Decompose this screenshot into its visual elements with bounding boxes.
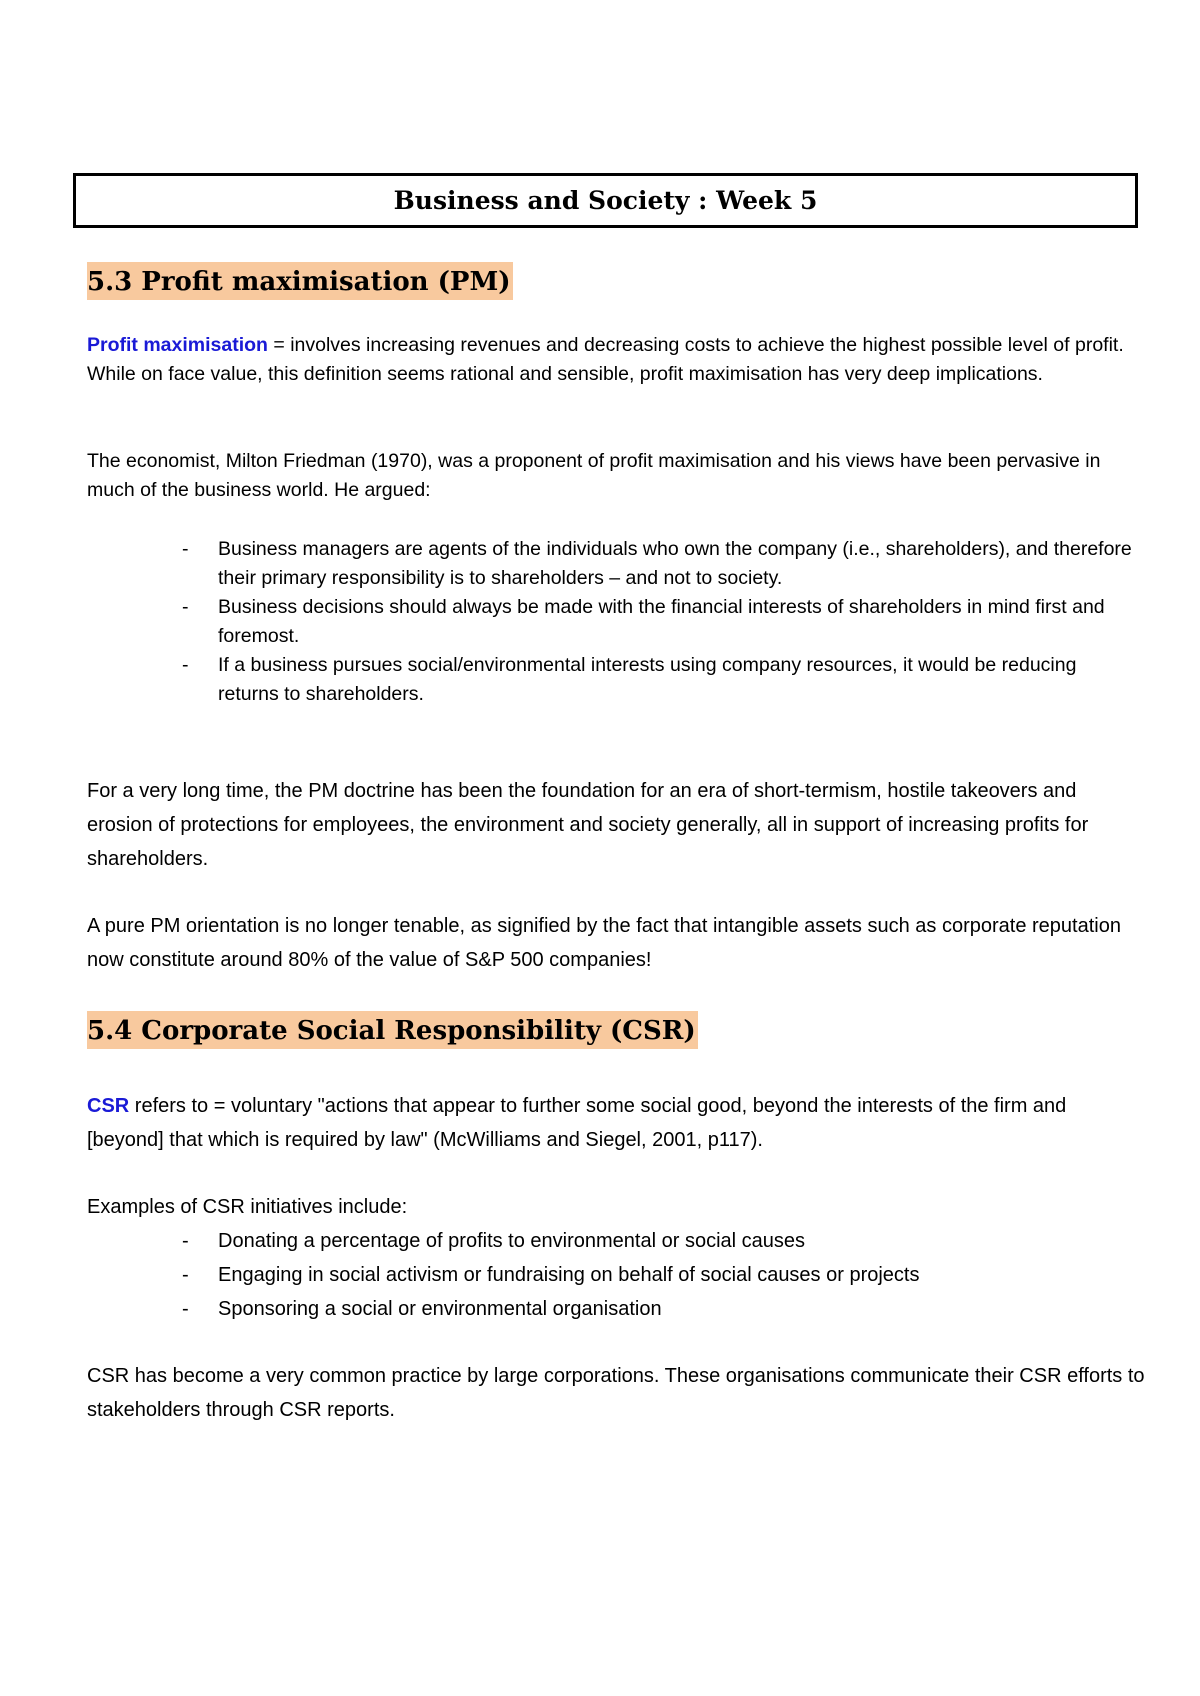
friedman-intro-paragraph: The economist, Milton Friedman (1970), was a proponent of profit maximisation and his views have been pervasive in much of the business world. He argued: <box>87 450 1101 501</box>
definition-text: = involves increasing revenues and decreasing costs to achieve the highest possible level of profit. While on face value, this definition seems rational and sensible, profit maximisation has very deep implications. <box>87 334 1124 385</box>
pm-doctrine-paragraph: For a very long time, the PM doctrine has been the foundation for an era of short-termism, hostile takeovers and erosion of protections for employees, the environment and society generally, all in support of increasing profits for shareholders. <box>87 780 1089 870</box>
dash-bullet: - <box>182 596 189 618</box>
dash-bullet: - <box>182 654 189 676</box>
list-item <box>87 535 1137 593</box>
section-heading-profit-maximisation: 5.3 Profit maximisation (PM) <box>87 262 513 300</box>
dash-bullet: - <box>182 538 189 560</box>
definition-paragraph-profit-maximisation <box>87 331 1137 389</box>
dash-bullet: - <box>182 1264 189 1286</box>
dash-bullet: - <box>182 1298 189 1320</box>
list-item-text: Donating a percentage of profits to environmental or social causes <box>218 1230 806 1252</box>
section-heading-csr: 5.4 Corporate Social Responsibility (CSR) <box>87 1011 698 1049</box>
definition-paragraph-csr <box>87 1089 1147 1157</box>
definition-term: CSR <box>87 1095 130 1117</box>
list-item-text: Sponsoring a social or environmental organisation <box>218 1298 662 1320</box>
document-title-box <box>73 173 1138 228</box>
csr-practice-paragraph: CSR has become a very common practice by large corporations. These organisations communicate their CSR efforts to stakeholders through CSR reports. <box>87 1365 1145 1421</box>
list-item <box>87 1224 1147 1258</box>
pm-tenability-paragraph: A pure PM orientation is no longer tenable, as signified by the fact that intangible assets such as corporate reputation now constitute around 80% of the value of S&P 500 companies! <box>87 915 1121 971</box>
csr-examples-intro: Examples of CSR initiatives include: <box>87 1196 408 1218</box>
list-item <box>87 1292 1147 1326</box>
csr-examples-list <box>87 1224 1147 1326</box>
document-title: Business and Society : Week 5 <box>393 186 818 215</box>
list-item <box>87 651 1137 709</box>
list-item-text: Engaging in social activism or fundraising on behalf of social causes or projects <box>218 1264 920 1286</box>
dash-bullet: - <box>182 1230 189 1252</box>
list-item <box>87 593 1137 651</box>
friedman-argument-list <box>87 535 1137 709</box>
definition-text: refers to = voluntary "actions that appear to further some social good, beyond the interests of the firm and [beyond] that which is required by law" (McWilliams and Siegel, 2001, p117). <box>87 1095 1067 1151</box>
list-item-text: If a business pursues social/environmental interests using company resources, it would be reducing returns to shareholders. <box>218 654 1077 705</box>
definition-term: Profit maximisation <box>87 334 268 356</box>
list-item <box>87 1258 1147 1292</box>
list-item-text: Business managers are agents of the individuals who own the company (i.e., shareholders), and therefore their primary responsibility is to shareholders – and not to society. <box>218 538 1132 589</box>
list-item-text: Business decisions should always be made with the financial interests of shareholders in mind first and foremost. <box>218 596 1105 647</box>
